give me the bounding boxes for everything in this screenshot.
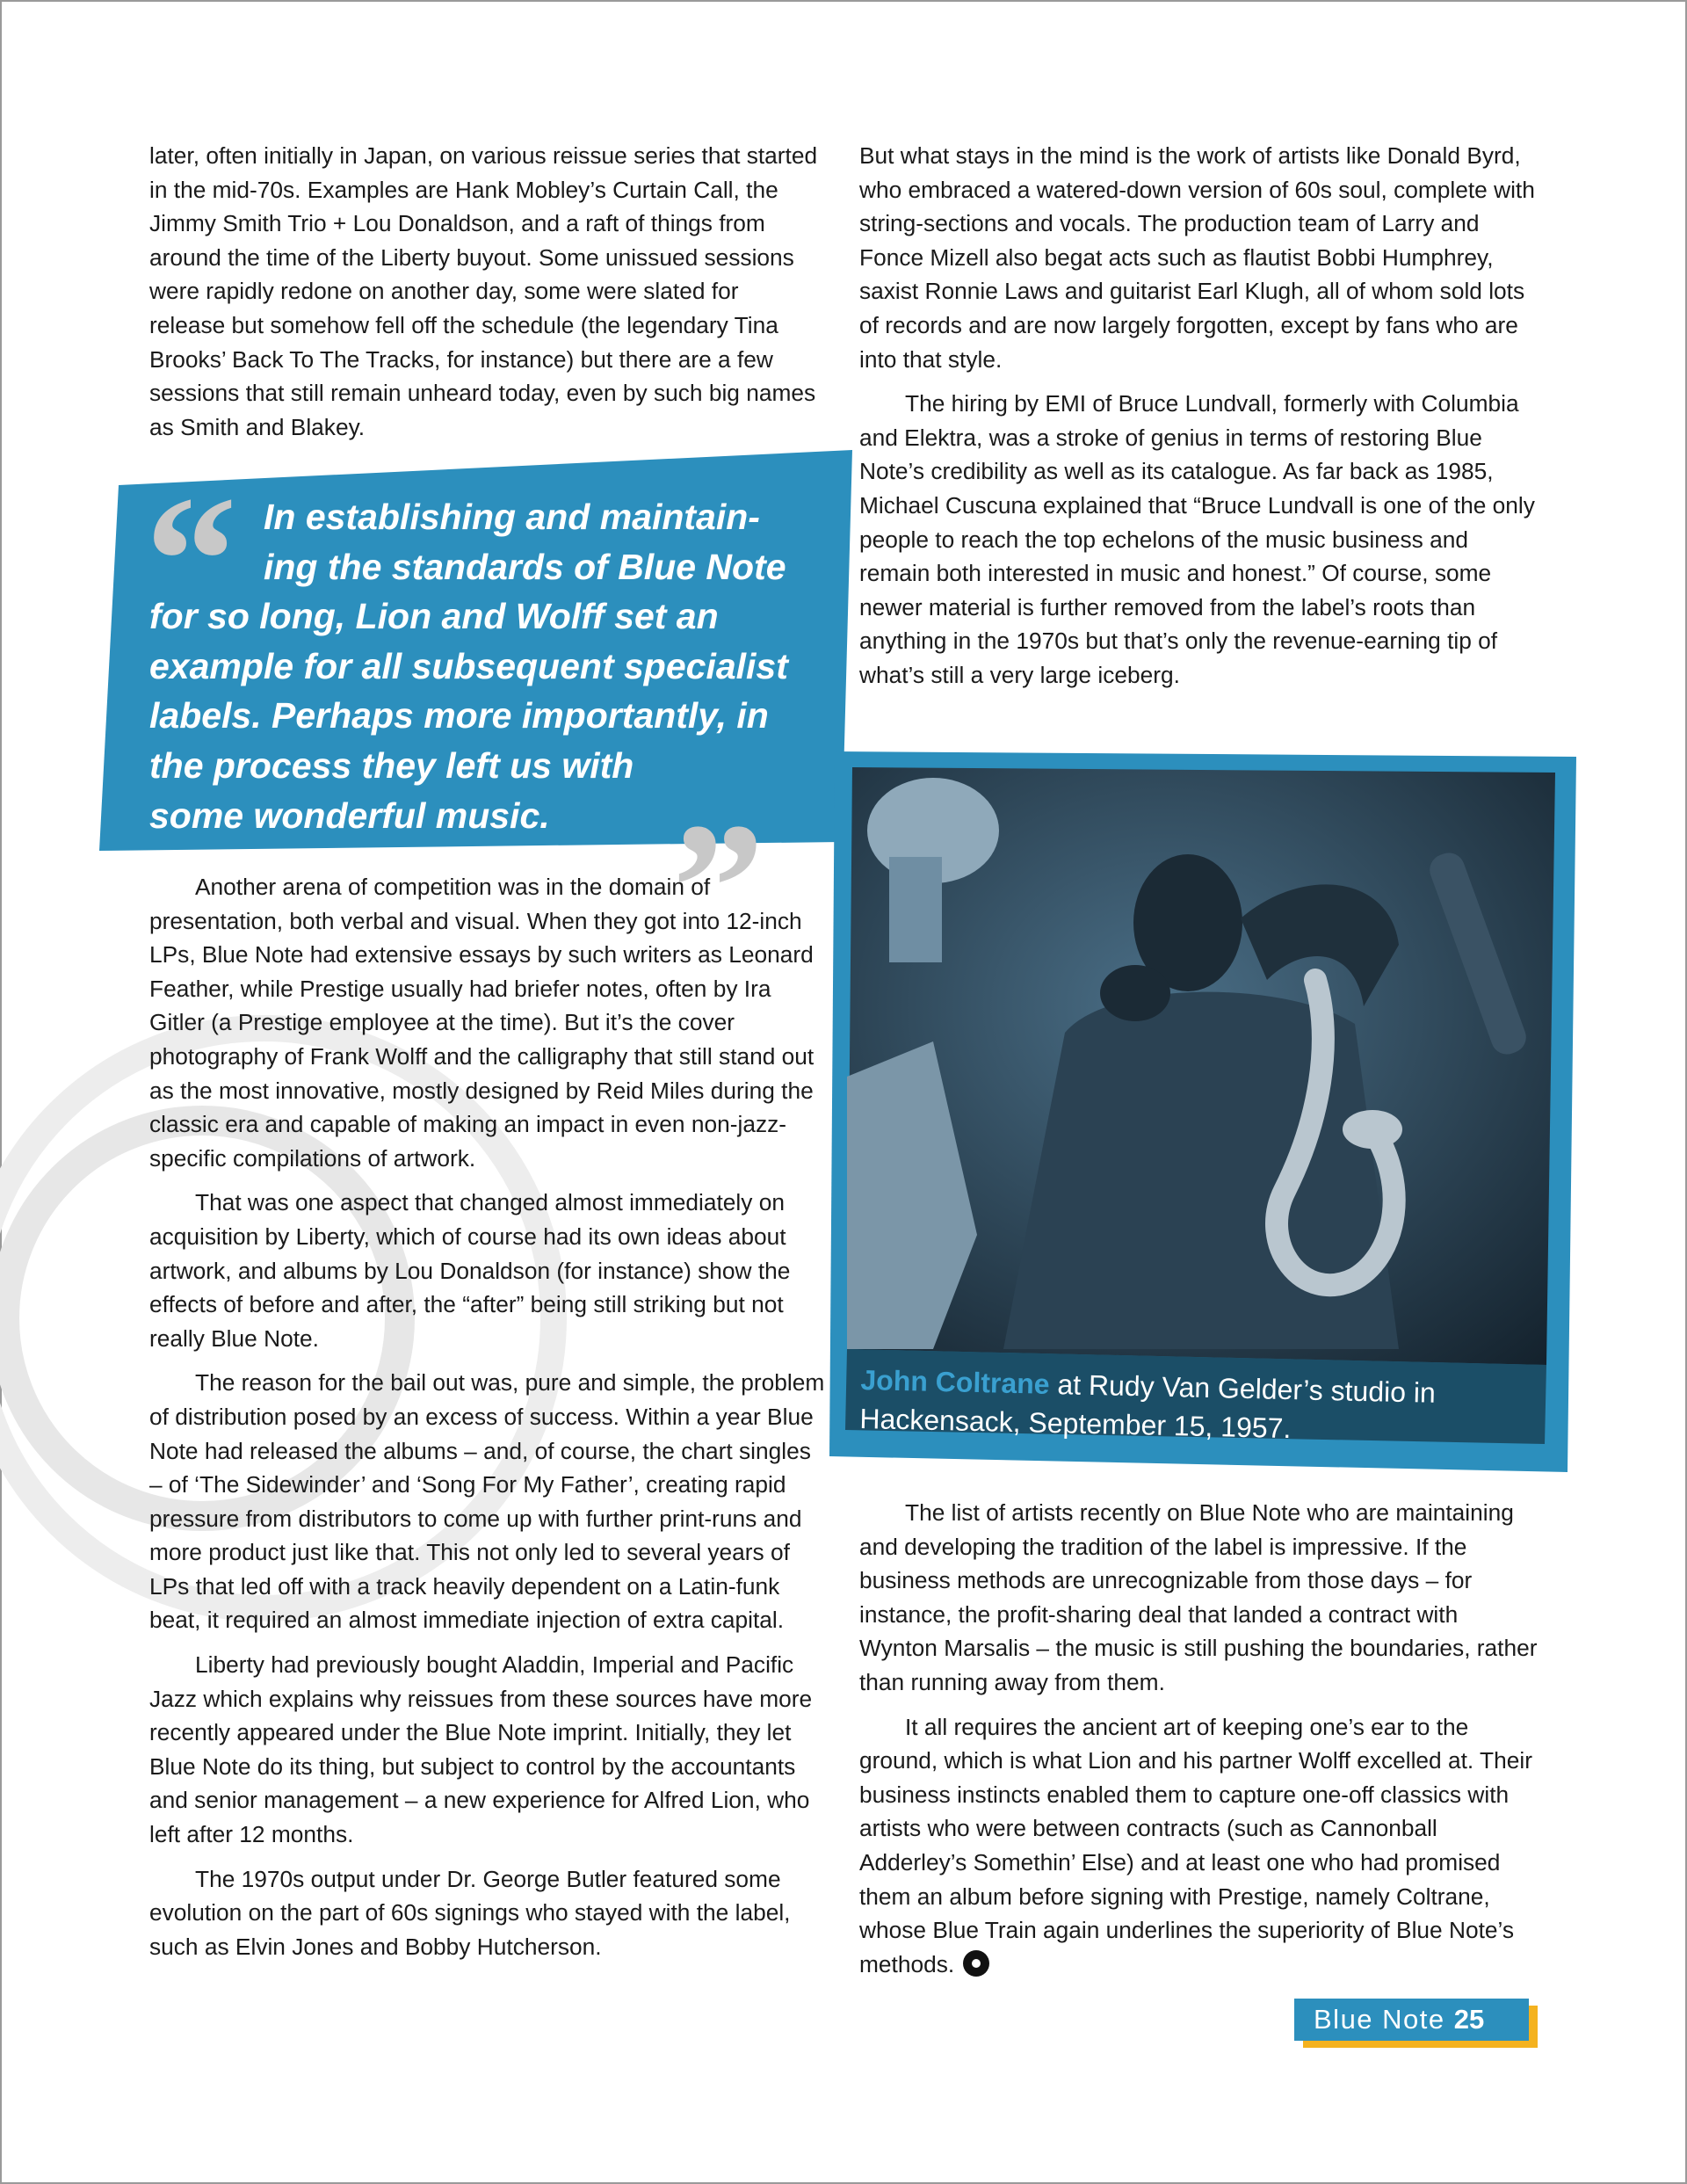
- paragraph: But what stays in the mind is the work of artists like Donald Byrd, who embraced a watered-down version of 60s soul, complete with string-sections and vocals. The production team of Larry and Fonce Mizell also begat acts such as flautist Bobbi Humphrey, saxist Ronnie Laws and guitarist Earl Klugh, all of whom sold lots of records and are now largely forgotten, except by fans who are into that style.: [859, 142, 1535, 373]
- paragraph: Another arena of competition was in the domain of presentation, both verbal and visual. When they got into 12-inch LPs, Blue Note had extensive essays by such writers as Leonard Feather, while Prestige usually had briefer notes, often by Ira Gitler (a Prestige employee at the time). But it’s the cover photography of Frank Wolff and the calligraphy that still stand out as the most innovative, mostly designed by Reid Miles during the classic era and capable of making an impact in even non-jazz-specific compilations of artwork.: [149, 874, 815, 1172]
- caption-text: Hackensack, September 15, 1957.: [859, 1402, 1292, 1445]
- pull-quote-line: example for all subsequent specialist: [149, 645, 788, 686]
- caption-text: at Rudy Van Gelder’s studio in: [1049, 1368, 1437, 1409]
- paragraph: The 1970s output under Dr. George Butler featured some evolution on the part of 60s signings who stayed with the label, such as Elvin Jones and Bobby Hutcherson.: [149, 1865, 791, 1960]
- photo-caption: [859, 1360, 1494, 1452]
- footer-label: Blue Note: [1314, 2004, 1445, 2035]
- end-of-article-icon: [963, 1950, 989, 1977]
- pull-quote: [149, 492, 844, 840]
- right-column-top: [859, 139, 1540, 703]
- pull-quote-line: some wonderful music.: [149, 795, 550, 836]
- pull-quote-line: ing the standards of Blue Note: [264, 546, 786, 587]
- right-column-bottom: [859, 1496, 1540, 1992]
- open-quote-icon: “: [145, 459, 237, 663]
- close-quote-icon: ”: [672, 786, 764, 990]
- pull-quote-line: for so long, Lion and Wolff set an: [149, 596, 719, 637]
- paragraph: That was one aspect that changed almost immediately on acquisition by Liberty, which of course had its own ideas about artwork, and albums by Lou Donaldson (for instance) show the effects of before and after, the “after” being still striking but not really Blue Note.: [149, 1189, 791, 1352]
- paragraph: later, often initially in Japan, on various reissue series that started in the mid-70s. Examples are Hank Mobley’s Curtain Call, the Jimmy Smith Trio + Lou Donaldson, and a raft of things from around the time of the Liberty buyout. Some unissued sessions were rapidly redone on another day, some were slated for release but somehow fell off the schedule (the legendary Tina Brooks’ Back To The Tracks, for instance) but there are a few sessions that still remain unheard today, even by such big names as Smith and Blakey.: [149, 142, 818, 440]
- paragraph-with-endmark: [859, 1710, 1540, 1982]
- left-column-bottom: [149, 870, 826, 1974]
- caption-name: John Coltrane: [860, 1363, 1050, 1400]
- paragraph: The list of artists recently on Blue Note who are maintaining and developing the tradition of the label is impressive. If the business methods are unrecognizable from those days – for instance, the profit-sharing deal that landed a contract with Wynton Marsalis – the music is still pushing the boundaries, rather than running away from them.: [859, 1499, 1538, 1695]
- pull-quote-line: In establishing and maintain-: [264, 497, 760, 537]
- paragraph: Liberty had previously bought Aladdin, Imperial and Pacific Jazz which explains why reissues from these sources have more recently appeared under the Blue Note imprint. Initially, they let Blue Note do its thing, but subject to control by the accountants and senior management – a new experience for Alfred Lion, who left after 12 months.: [149, 1651, 813, 1848]
- pull-quote-line: labels. Perhaps more importantly, in: [149, 695, 769, 736]
- page-number: 25: [1453, 2004, 1485, 2035]
- footer-label-box: [1294, 1999, 1529, 2041]
- paragraph: The reason for the bail out was, pure and simple, the problem of distribution posed by an excess of success. Within a year Blue Note had released the albums – and, of course, the chart singles – of ‘The Sidewinder’ and ‘Song For My Father’, creating rapid pressure from distributors to come up with further print-runs and more product just like that. This not only led to several years of LPs that led off with a track heavily dependent on a Latin-funk beat, it required an almost immediate injection of extra capital.: [149, 1369, 825, 1634]
- paragraph: It all requires the ancient art of keeping one’s ear to the ground, which is what Lion and his partner Wolff excelled at. Their business instincts enabled them to capture one-off classics with artists who were between contracts (such as Cannonball Adderley’s Somethin’ Else) and at least one who had promised them an album before signing with Prestige, namely Coltrane, whose Blue Train again underlines the superiority of Blue Note’s methods.: [859, 1713, 1532, 1977]
- pull-quote-line: the process they left us with: [149, 744, 634, 786]
- paragraph: The hiring by EMI of Bruce Lundvall, formerly with Columbia and Elektra, was a stroke of genius in terms of restoring Blue Note’s credibility as well as its catalogue. As far back as 1985, Michael Cuscuna explained that “Bruce Lundvall is one of the only people to reach the top echelons of the music business and remain both interested in music and honest.” Of course, some newer material is further removed from the label’s roots than anything in the 1970s but that’s only the revenue-earning tip of what’s still a very large iceberg.: [859, 390, 1535, 688]
